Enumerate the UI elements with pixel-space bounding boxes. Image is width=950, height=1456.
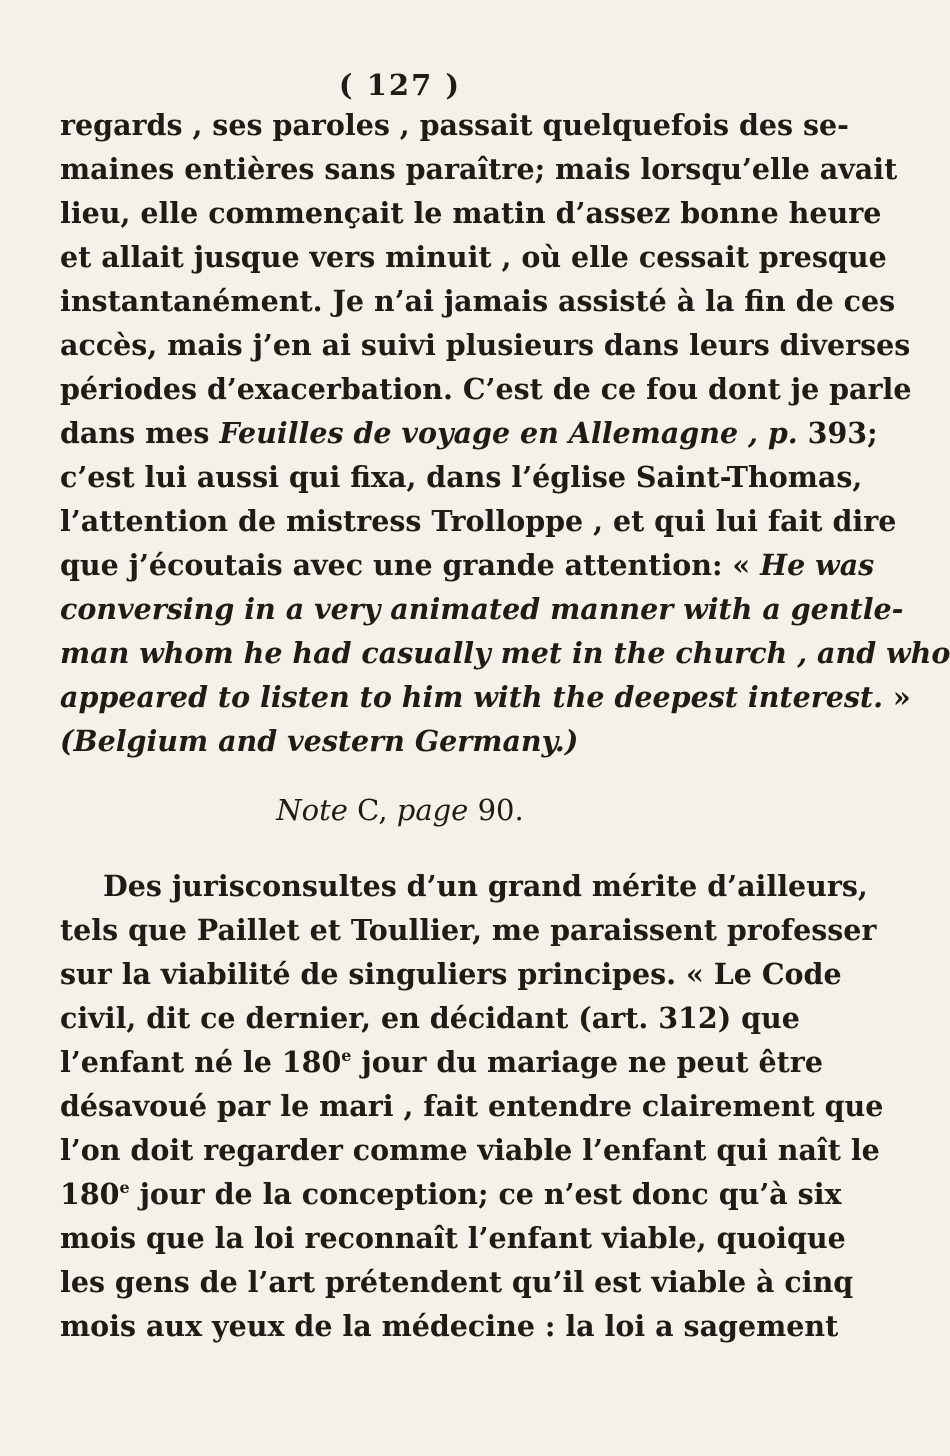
citation-line: (Belgium and vestern Germany.)	[60, 724, 579, 758]
italic-quote-line: man whom he had casually met in the church , and who	[60, 636, 950, 670]
text-line: désavoué par le mari , fait entendre clairement que	[60, 1089, 884, 1123]
text-line: mois que la loi reconnaît l’enfant viable, quoique	[60, 1221, 846, 1255]
text-line: et allait jusque vers minuit , où elle cessait presque	[60, 240, 887, 274]
text-line: Des jurisconsultes d’un grand mérite d’ailleurs,	[103, 869, 868, 903]
text-run: jour de la conception; ce n’est donc qu’à six	[129, 1177, 842, 1211]
note-page-label: page	[396, 793, 469, 827]
italic-quote-line: conversing in a very animated manner with a gentle-	[60, 592, 904, 626]
italic-title: Feuilles de voyage en Allemagne , p.	[219, 416, 798, 450]
text-run: que j’écoutais avec une grande attention: «	[60, 548, 761, 582]
italic-quote: appeared to listen to him with the deepest interest.	[60, 680, 883, 714]
text-line: sur la viabilité de singuliers principes. « Le Code	[60, 957, 842, 991]
text-line	[60, 1042, 823, 1082]
text-run: dans mes	[60, 416, 220, 450]
text-line	[60, 413, 878, 453]
note-letter: C,	[357, 793, 388, 827]
text-line: maines entières sans paraître; mais lorsqu’elle avait	[60, 152, 898, 186]
text-line: civil, dit ce dernier, en décidant (art. 312) que	[60, 1001, 800, 1035]
text-line: regards , ses paroles , passait quelquefois des se-	[60, 108, 849, 142]
text-run: 393;	[797, 416, 878, 450]
text-run: l’enfant né le 180	[60, 1045, 342, 1079]
text-line: instantanément. Je n’ai jamais assisté à la fin de ces	[60, 284, 896, 318]
superscript: e	[341, 1046, 352, 1065]
text-line: tels que Paillet et Toullier, me paraissent professer	[60, 913, 877, 947]
text-line: lieu, elle commençait le matin d’assez bonne heure	[60, 196, 882, 230]
text-run: 180	[60, 1177, 120, 1211]
superscript: e	[119, 1178, 130, 1197]
text-line: accès, mais j’en ai suivi plusieurs dans leurs diverses	[60, 328, 911, 362]
text-line	[60, 545, 875, 585]
note-page-number: 90.	[477, 793, 524, 827]
text-line: mois aux yeux de la médecine : la loi a sagement	[60, 1309, 839, 1343]
text-line	[60, 677, 911, 717]
text-line: c’est lui aussi qui fixa, dans l’église Saint-Thomas,	[60, 460, 863, 494]
italic-quote: He was	[760, 548, 875, 582]
text-line	[60, 1174, 842, 1214]
note-heading	[0, 790, 800, 830]
text-line: l’attention de mistress Trolloppe , et qui lui fait dire	[60, 504, 897, 538]
text-run: jour du mariage ne peut être	[351, 1045, 823, 1079]
text-run: »	[883, 680, 911, 714]
text-line: les gens de l’art prétendent qu’il est viable à cinq	[60, 1265, 854, 1299]
page-number: ( 127 )	[338, 68, 462, 102]
note-label: Note	[276, 793, 348, 827]
text-line: périodes d’exacerbation. C’est de ce fou dont je parle	[60, 372, 912, 406]
text-line: l’on doit regarder comme viable l’enfant qui naît le	[60, 1133, 880, 1167]
